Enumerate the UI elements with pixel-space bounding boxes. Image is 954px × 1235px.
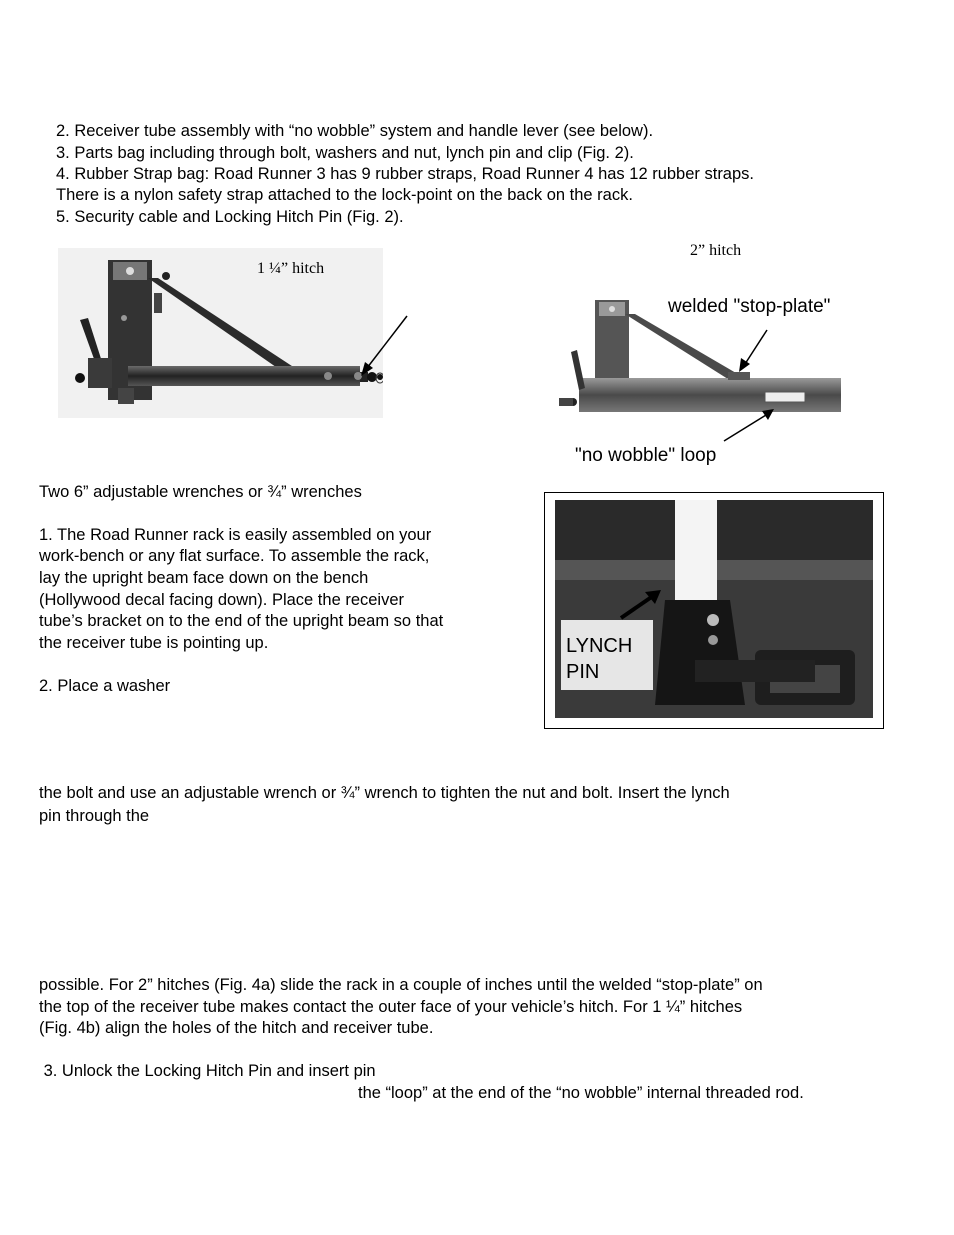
parts-item-2: 2. Receiver tube assembly with “no wobble” system and handle lever (see below). <box>56 122 654 140</box>
hitch-large-caption: 2” hitch <box>690 242 742 259</box>
lynch-pin-figure <box>544 492 884 729</box>
step1-line: tube’s bracket on to the end of the upright beam so that <box>39 612 444 630</box>
lynch-pin-photo <box>555 500 873 718</box>
step3-line-cont: the “loop” at the end of the “no wobble” internal threaded rod. <box>358 1084 804 1102</box>
step1-line: (Hollywood decal facing down). Place the receiver <box>39 591 405 609</box>
parts-item-4: 4. Rubber Strap bag: Road Runner 3 has 9 rubber straps, Road Runner 4 has 12 rubber straps. <box>56 165 754 183</box>
parts-item-3: 3. Parts bag including through bolt, washers and nut, lynch pin and clip (Fig. 2). <box>56 144 634 162</box>
parts-item-4-cont: There is a nylon safety strap attached to the lock-point on the back on the rack. <box>56 186 633 204</box>
step2-start: 2. Place a washer <box>39 677 171 695</box>
arrow-icon <box>718 405 778 445</box>
mount-line: possible. For 2” hitches (Fig. 4a) slide the rack in a couple of inches until the welded “stop-plate” on <box>39 976 763 994</box>
step1-line: 1. The Road Runner rack is easily assembled on your <box>39 526 432 544</box>
arrow-icon <box>615 588 665 623</box>
parts-item-5: 5. Security cable and Locking Hitch Pin (Fig. 2). <box>56 208 404 226</box>
arrow-icon <box>735 326 775 376</box>
step3-line: 3. Unlock the Locking Hitch Pin and insert pin <box>39 1062 376 1080</box>
hitch-small-photo <box>58 248 383 418</box>
step1-line: the receiver tube is pointing up. <box>39 634 269 652</box>
step2-cont-line: pin through the <box>39 807 150 825</box>
step1-line: work-bench or any flat surface. To assemble the rack, <box>39 547 430 565</box>
mount-line: (Fig. 4b) align the holes of the hitch and receiver tube. <box>39 1019 434 1037</box>
hitch-small-drawing <box>58 248 383 418</box>
pin-label: PIN <box>566 661 600 683</box>
tools-needed: Two 6” adjustable wrenches or ¾” wrenches <box>39 483 362 501</box>
step1-line: lay the upright beam face down on the bench <box>39 569 369 587</box>
step2-cont-line: the bolt and use an adjustable wrench or ¾” wrench to tighten the nut and bolt. Insert the lynch <box>39 784 730 802</box>
no-wobble-label: "no wobble" loop <box>575 445 717 466</box>
hitch-small-caption: 1 ¼” hitch <box>257 260 325 277</box>
stop-plate-label: welded "stop-plate" <box>668 296 831 317</box>
arrow-icon <box>355 310 415 380</box>
mount-line: the top of the receiver tube makes contact the outer face of your vehicle’s hitch. For 1 ¼” hitches <box>39 998 743 1016</box>
lynch-label: LYNCH <box>566 635 633 657</box>
